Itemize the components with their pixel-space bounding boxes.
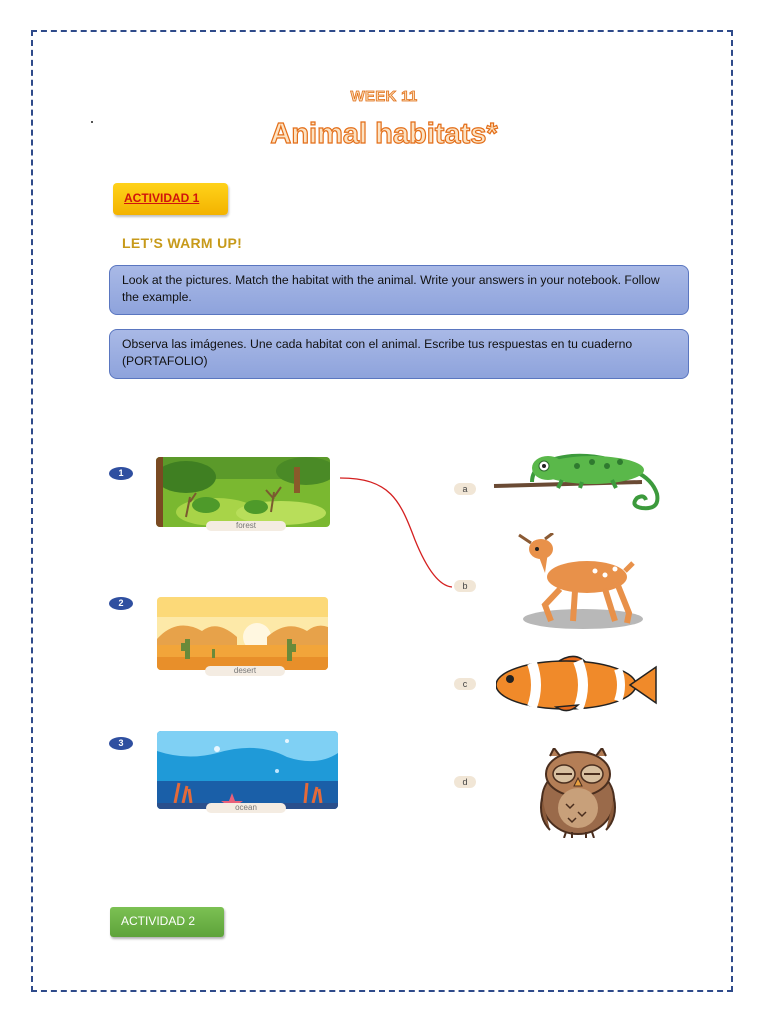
animal-letter-d: d <box>454 776 476 788</box>
week-heading: WEEK 11 <box>350 88 418 105</box>
chameleon-icon <box>492 448 672 521</box>
animal-letter-c: c <box>454 678 476 690</box>
habitat-number-1: 1 <box>109 467 133 480</box>
warmup-heading: LET’S WARM UP! <box>122 235 243 251</box>
instruction-spanish-text: Observa las imágenes. Une cada habitat con el animal. Escribe tus respuestas en tu cuaderno (PORTAFOLIO) <box>122 337 633 368</box>
clownfish-icon <box>496 651 658 720</box>
instruction-english-text: Look at the pictures. Match the habitat with the animal. Write your answers in your notebook. Follow the example. <box>122 273 660 304</box>
animal-letter-a: a <box>454 483 476 495</box>
activity-1-label: ACTIVIDAD 1 <box>124 191 200 205</box>
habitat-number-2: 2 <box>109 597 133 610</box>
habitat-label-forest: forest <box>206 521 286 531</box>
activity-2-label: ACTIVIDAD 2 <box>121 914 196 928</box>
habitat-label-desert: desert <box>205 666 285 676</box>
owl-icon <box>530 748 630 843</box>
activity-2-badge <box>110 907 224 937</box>
habitat-label-ocean: ocean <box>206 803 286 813</box>
habitat-number-3: 3 <box>109 737 133 750</box>
animal-letter-b: b <box>454 580 476 592</box>
page-title: Animal habitats* <box>270 118 498 150</box>
deer-icon <box>505 533 645 638</box>
